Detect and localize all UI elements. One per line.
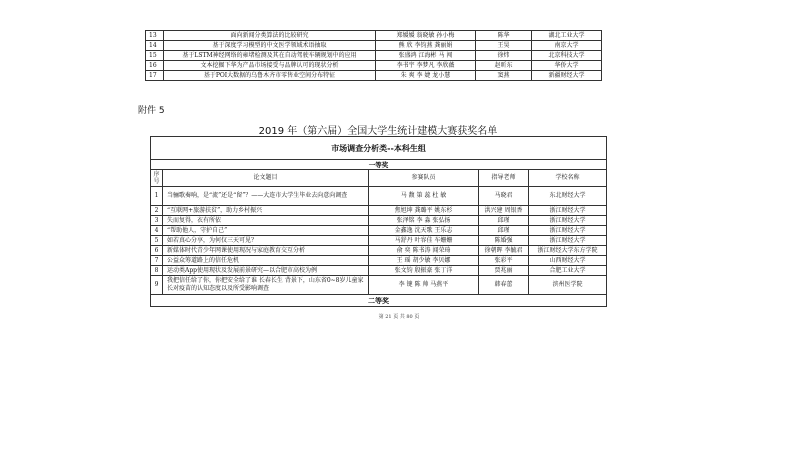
table-row (151, 256, 607, 266)
table-row (151, 276, 607, 295)
cell-title: 运动类App使用现状及发展前景研究—以合肥市高校为例 (163, 266, 369, 276)
table-row (151, 246, 607, 256)
category-header: 市场调查分析类--本科生组 (151, 137, 607, 160)
cell-advisor: 王昊 (476, 41, 532, 51)
cell-members: 熊 欣 李钧燕 龚丽娟 (376, 41, 476, 51)
cell-title: 基于LSTM神经网络的雍堵检测及其在自动驾驶车辆规划中的应用 (164, 51, 376, 61)
cell-title: 面向新闻分类算法的比较研究 (164, 31, 376, 41)
second-prize-header: 二等奖 (151, 295, 607, 307)
cell-title: 文本挖掘下华为产品市场接受与品牌认可的现状分析 (164, 61, 376, 71)
cell-members: 郑媛媛 翁晓敏 孙小梅 (376, 31, 476, 41)
cell-num: 14 (146, 41, 164, 51)
cell-advisor: 张彩平 (479, 256, 529, 266)
cell-title: “互联网+旅游扶贫”，助力乡村振兴 (163, 206, 369, 216)
cell-title: 当骊歌奏响，是“流”还是“留”？——大连市大学生毕业去向意向调查 (163, 187, 369, 206)
cell-school: 山西财经大学 (529, 256, 607, 266)
cell-advisor: 贾兆丽 (479, 266, 529, 276)
cell-members: 王 瑶 胡少敏 李贝娜 (369, 256, 479, 266)
cell-title: “帮助他人，守护自己” (163, 226, 369, 236)
cell-num: 5 (151, 236, 163, 246)
page-footer: 第 21 页 共 80 页 (378, 314, 420, 320)
cell-school: 华侨大学 (532, 61, 602, 71)
cell-members: 俞 奕 陈书涛 闻荣琦 (369, 246, 479, 256)
appendix-label: 附件 5 (138, 106, 165, 116)
header-advisor: 指导老师 (479, 170, 529, 187)
previous-award-table (145, 30, 602, 81)
cell-advisor: 陈婚强 (479, 236, 529, 246)
table-row (146, 31, 602, 41)
cell-num: 15 (146, 51, 164, 61)
cell-school: 浙江财经大学 (529, 216, 607, 226)
cell-num: 17 (146, 71, 164, 81)
cell-title: 我把信任给了你，你把安全给了谁 长春长生 背景下，山东省0~8岁儿童家长对疫苗的认知态度以及所受影响调查 (163, 276, 369, 295)
cell-members: 焦旭坤 龚璐平 姚东杉 (369, 206, 479, 216)
cell-school: 新疆财经大学 (532, 71, 602, 81)
cell-num: 7 (151, 256, 163, 266)
cell-title: 基于深度学习模型的中文医学领域术语抽取 (164, 41, 376, 51)
cell-members: 张盛鸿 江海彬 马 闯 (376, 51, 476, 61)
header-title: 论文题目 (163, 170, 369, 187)
cell-members: 马舒丹 叶容佳 车姗姗 (369, 236, 479, 246)
table-row (151, 266, 607, 276)
first-prize-header: 一等奖 (151, 160, 607, 170)
cell-advisor: 窦燕 (476, 71, 532, 81)
cell-title: 公益众筹道路上的信任危机 (163, 256, 369, 266)
cell-num: 16 (146, 61, 164, 71)
cell-advisor: 韩春蕾 (479, 276, 529, 295)
cell-num: 8 (151, 266, 163, 276)
cell-num: 6 (151, 246, 163, 256)
cell-members: 李书宇 李梦凡 李欣薇 (376, 61, 476, 71)
table-row (146, 51, 602, 61)
cell-members: 张文钧 殷振豪 张丁洋 (369, 266, 479, 276)
cell-school: 合肥工业大学 (529, 266, 607, 276)
table-row (146, 41, 602, 51)
cell-title: 如若真心分享，为何仅三天可见？ (163, 236, 369, 246)
cell-title: 基于POI大数据的乌鲁木齐市零售业空间分布特征 (164, 71, 376, 81)
cell-num: 4 (151, 226, 163, 236)
cell-school: 南京大学 (532, 41, 602, 51)
cell-advisor: 陈华 (476, 31, 532, 41)
cell-num: 13 (146, 31, 164, 41)
column-headers (151, 170, 607, 187)
table-row (151, 187, 607, 206)
header-members: 参赛队员 (369, 170, 479, 187)
cell-advisor: 邱瑾 (479, 216, 529, 226)
cell-members: 李 键 陈 帅 马燕平 (369, 276, 479, 295)
cell-school: 滨州医学院 (529, 276, 607, 295)
cell-advisor: 赵昕东 (476, 61, 532, 71)
cell-school: 浙江财经大学东方学院 (529, 246, 607, 256)
cell-members: 金鑫逸 沈天歌 王乐志 (369, 226, 479, 236)
table-row (151, 226, 607, 236)
table-row (146, 61, 602, 71)
cell-title: 失而复得，衣有所依 (163, 216, 369, 226)
cell-advisor: 徐炜 (476, 51, 532, 61)
cell-members: 张泽铭 李 淼 张弘扬 (369, 216, 479, 226)
header-school: 学校名称 (529, 170, 607, 187)
cell-school: 北京科技大学 (532, 51, 602, 61)
cell-num: 1 (151, 187, 163, 206)
document-title: 2019 年（第六届）全国大学生统计建模大赛获奖名单 (258, 126, 498, 137)
cell-members: 朱 爽 李 婕 龙小慧 (376, 71, 476, 81)
cell-num: 3 (151, 216, 163, 226)
table-row (146, 71, 602, 81)
cell-advisor: 徐朝晖 李毓君 (479, 246, 529, 256)
cell-members: 马 馥 第 蕊 杜 敏 (369, 187, 479, 206)
cell-school: 湖北工业大学 (532, 31, 602, 41)
cell-school: 浙江财经大学 (529, 226, 607, 236)
cell-num: 2 (151, 206, 163, 216)
cell-advisor: 马晓君 (479, 187, 529, 206)
table-row (151, 216, 607, 226)
cell-title: 新媒体时代青少年网课使用现况与家庭教育交互分析 (163, 246, 369, 256)
cell-school: 浙江财经大学 (529, 206, 607, 216)
award-table (150, 136, 607, 307)
cell-advisor: 洪兴建 周银香 (479, 206, 529, 216)
table-row (151, 206, 607, 216)
cell-num: 9 (151, 276, 163, 295)
cell-advisor: 邱瑾 (479, 226, 529, 236)
table-row (151, 236, 607, 246)
cell-school: 东北财经大学 (529, 187, 607, 206)
header-num: 序号 (151, 170, 163, 187)
cell-school: 浙江财经大学 (529, 236, 607, 246)
